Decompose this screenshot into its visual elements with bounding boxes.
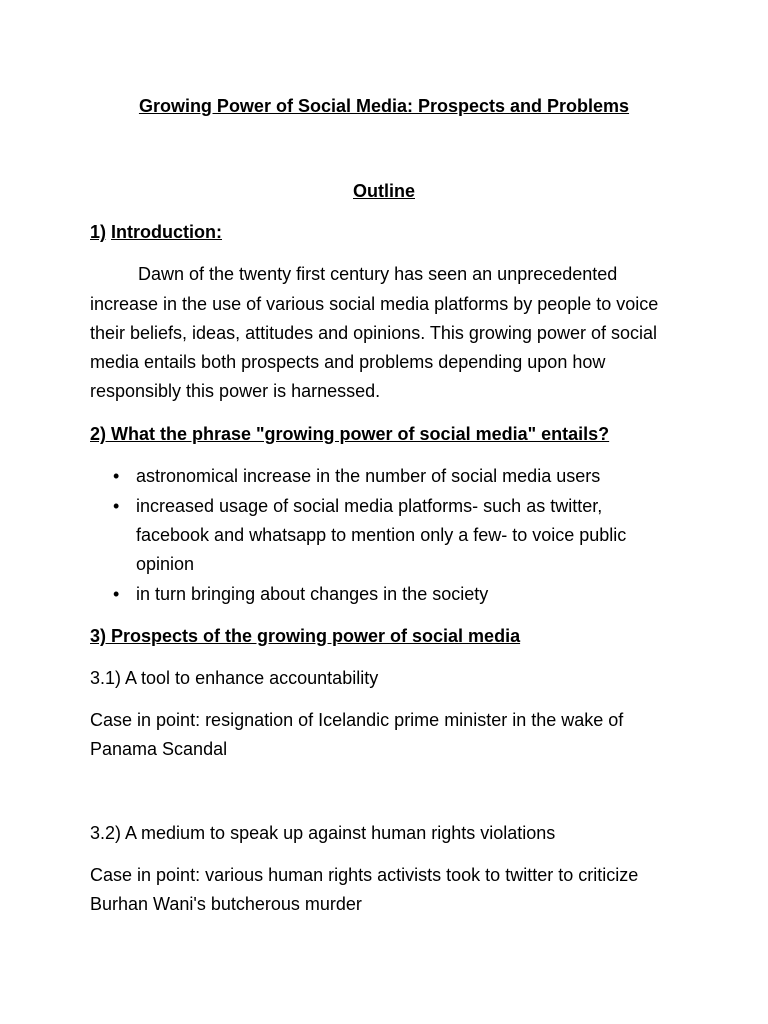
intro-line-5: responsibly this power is harnessed. <box>90 381 381 401</box>
section-3-heading: 3) Prospects of the growing power of social media <box>90 626 521 646</box>
intro-line-1: Dawn of the twenty first century has seen an unprecedented <box>138 264 618 284</box>
item-3-2-case-line-1: Case in point: various human rights activists took to twitter to criticize <box>90 865 639 885</box>
bullet-1-marker: • <box>113 466 120 486</box>
section-2-heading: 2) What the phrase "growing power of social media" entails? <box>90 424 610 444</box>
bullet-2-marker: • <box>113 496 120 516</box>
section-1-heading <box>90 222 222 242</box>
bullet-2-line-3: opinion <box>136 554 195 574</box>
item-3-2-case-line-2: Burhan Wani's butcherous murder <box>90 894 362 914</box>
intro-line-3: their beliefs, ideas, attitudes and opinions. This growing power of social <box>90 323 657 343</box>
section-1-title: Introduction: <box>111 222 223 242</box>
bullet-2-line-2: facebook and whatsapp to mention only a few- to voice public <box>136 525 627 545</box>
bullet-3-marker: • <box>113 584 120 604</box>
bullet-2-line-1: increased usage of social media platforms- such as twitter, <box>136 496 603 516</box>
bullet-1-line-1: astronomical increase in the number of social media users <box>136 466 601 486</box>
intro-line-2: increase in the use of various social media platforms by people to voice <box>90 294 659 314</box>
bullet-3-line-1: in turn bringing about changes in the society <box>136 584 489 604</box>
outline-heading: Outline <box>353 181 415 201</box>
item-3-2-heading: 3.2) A medium to speak up against human rights violations <box>90 823 556 843</box>
item-3-1-case-line-2: Panama Scandal <box>90 739 228 759</box>
document-title: Growing Power of Social Media: Prospects and Problems <box>138 96 630 116</box>
item-3-1-heading: 3.1) A tool to enhance accountability <box>90 668 379 688</box>
item-3-1-case-line-1: Case in point: resignation of Icelandic prime minister in the wake of <box>90 710 624 730</box>
section-1-number: 1) <box>90 222 107 242</box>
intro-line-4: media entails both prospects and problems depending upon how <box>90 352 606 372</box>
